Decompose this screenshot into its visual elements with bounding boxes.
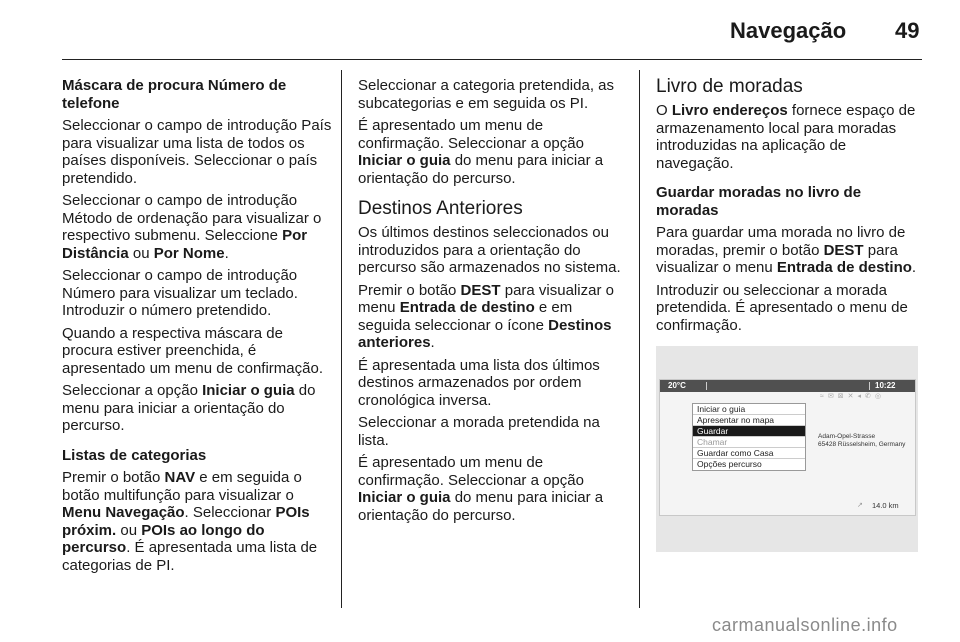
mute-icon: ⊠ bbox=[837, 393, 848, 400]
header-rule bbox=[62, 59, 922, 60]
paragraph: Premir o botão DEST para visualizar o menu Entrada de destino e em seguida seleccionar o ícone Destinos anteriores. bbox=[358, 281, 614, 351]
menu-item[interactable]: Iniciar o guia bbox=[693, 404, 805, 415]
menu-item[interactable]: Opções percurso bbox=[697, 459, 762, 469]
display-screen bbox=[659, 379, 916, 516]
menu-item[interactable]: Guardar como Casa bbox=[693, 448, 805, 459]
paragraph: Seleccionar o campo de introdução Método de ordenação para visualizar o respectivo submenu. Seleccione Por Distância ou Por Nome. bbox=[62, 192, 322, 262]
text-column-1 bbox=[62, 77, 332, 579]
navigation-icon: ◂ bbox=[857, 393, 865, 400]
infotainment-screenshot bbox=[656, 346, 918, 552]
menu-item[interactable]: Guardar bbox=[693, 426, 805, 437]
paragraph: Quando a respectiva máscara de procura estiver preenchida, é apresentado um menu de confirmação. bbox=[62, 324, 323, 377]
watermark: carmanualsonline.info bbox=[712, 615, 898, 635]
subheading-save-addresses: Guardar moradas no livro de moradas bbox=[656, 184, 862, 219]
address-street: Adam-Opel-Strasse bbox=[818, 433, 876, 440]
paragraph: Introduzir ou seleccionar a morada pretendida. É apresentado o menu de confirmação. bbox=[656, 281, 908, 334]
wifi-icon: ≈ bbox=[820, 393, 828, 400]
shuffle-icon: ✕ bbox=[847, 393, 858, 400]
menu-item[interactable]: Chamar bbox=[693, 437, 805, 448]
subheading-category-lists: Listas de categorias bbox=[62, 446, 207, 464]
status-icons bbox=[820, 392, 885, 400]
status-bar bbox=[660, 380, 915, 392]
paragraph: O Livro endereços fornece espaço de armazenamento local para moradas introduzidas na aplicação de navegação. bbox=[656, 102, 916, 172]
page-number: 49 bbox=[895, 18, 920, 43]
temperature-readout: 20°C bbox=[668, 381, 686, 390]
info-icon: ◎ bbox=[874, 393, 885, 400]
direction-arrow-icon: ↗ bbox=[857, 502, 863, 509]
heading-address-book: Livro de moradas bbox=[656, 76, 803, 97]
clock-readout: 10:22 bbox=[875, 381, 896, 390]
heading-previous-destinations: Destinos Anteriores bbox=[358, 198, 523, 219]
divider bbox=[706, 382, 707, 390]
paragraph: É apresentada uma lista dos últimos destinos armazenados por ordem cronológica inversa. bbox=[358, 356, 600, 409]
divider bbox=[869, 382, 870, 390]
column-divider-2 bbox=[639, 70, 640, 608]
message-icon: ✉ bbox=[827, 393, 838, 400]
paragraph: É apresentado um menu de confirmação. Seleccionar a opção Iniciar o guia do menu para iniciar a orientação do percurso. bbox=[358, 117, 604, 187]
subheading-phone-search: Máscara de procura Número de telefone bbox=[62, 77, 287, 112]
paragraph: Seleccionar o campo de introdução País para visualizar uma lista de todos os países disponíveis. Seleccionar o país pretendido. bbox=[62, 117, 332, 187]
destination-address bbox=[818, 433, 905, 449]
paragraph: Seleccionar a categoria pretendida, as subcategorias e em seguida os PI. bbox=[358, 77, 614, 112]
confirmation-menu bbox=[692, 403, 806, 471]
menu-item[interactable]: Apresentar no mapa bbox=[693, 415, 805, 426]
column-divider-1 bbox=[341, 70, 342, 608]
paragraph: Os últimos destinos seleccionados ou introduzidos para a orientação do percurso são armazenados no sistema. bbox=[358, 224, 621, 276]
paragraph: Para guardar uma morada no livro de moradas, premir o botão DEST para visualizar o menu Entrada de destino. bbox=[656, 224, 917, 276]
text-column-3 bbox=[656, 77, 926, 339]
page-header-title: Navegação bbox=[730, 18, 847, 43]
paragraph: É apresentado um menu de confirmação. Seleccionar a opção Iniciar o guia do menu para iniciar a orientação do percurso. bbox=[358, 454, 604, 524]
address-city: 65428 Rüsselsheim, Germany bbox=[818, 441, 906, 448]
phone-icon: ✆ bbox=[864, 393, 875, 400]
paragraph: Seleccionar a morada pretendida na lista. bbox=[358, 414, 600, 449]
distance-readout: 14.0 km bbox=[872, 501, 899, 510]
paragraph: Premir o botão NAV e em seguida o botão multifunção para visualizar o Menu Navegação. Seleccionar POIs próxim. ou POIs ao longo do percurso. É apresentada uma lista de categorias de PI. bbox=[62, 469, 318, 574]
paragraph: Seleccionar o campo de introdução Número para visualizar um teclado. Introduzir o número pretendido. bbox=[62, 267, 298, 319]
paragraph: Seleccionar a opção Iniciar o guia do menu para iniciar a orientação do percurso. bbox=[62, 382, 316, 434]
text-column-2 bbox=[358, 77, 626, 529]
